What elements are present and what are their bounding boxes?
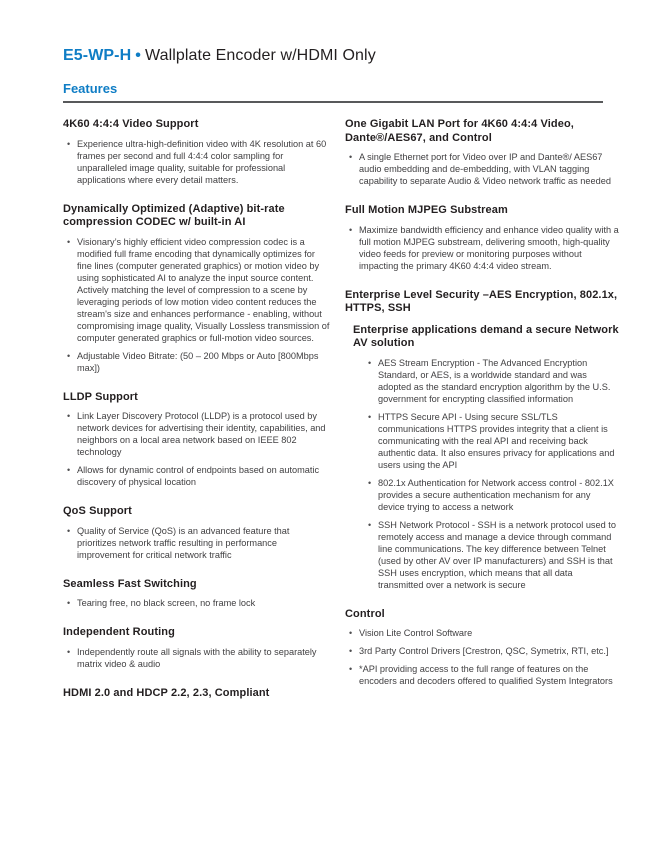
bullet-item: • Maximize bandwidth efficiency and enhance video quality with a full motion MJPEG substream, delivering smooth, high-quality video feeds for preview or monitoring purposes without impacting the primary 4K60 4:4:4 video stream. [346, 224, 619, 272]
bullet-list [365, 357, 619, 591]
model-number: E5-WP-H [63, 47, 132, 64]
bullet-item: • Allows for dynamic control of endpoints based on automatic discovery of physical location [64, 464, 330, 488]
right-column [345, 118, 619, 700]
feature-section-independent-routing [63, 626, 330, 670]
feature-section-control [345, 608, 619, 688]
section-heading: One Gigabit LAN Port for 4K60 4:4:4 Video, Dante®/AES67, and Control [345, 118, 574, 144]
bullet-list [346, 151, 619, 187]
left-column [63, 118, 330, 700]
section-heading: Full Motion MJPEG Substream [345, 204, 508, 216]
bullet-item: • Link Layer Discovery Protocol (LLDP) is a protocol used by network devices for advertising their identity, capabilities, and neighbors on a local area network based on IEEE 802 technology [64, 410, 330, 458]
bullet-list [346, 627, 619, 687]
feature-section-security [345, 289, 619, 591]
section-heading: Control [345, 607, 385, 620]
section-subheading: Enterprise applications demand a secure Network AV solution [353, 323, 619, 349]
feature-section-hdmi-hdcp [63, 687, 330, 701]
header-divider [63, 101, 603, 103]
bullet-item: • Tearing free, no black screen, no frame lock [64, 597, 330, 609]
bullet-item: • AES Stream Encryption - The Advanced Encryption Standard, or AES, is a worldwide standard and was adopted as the standard encryption algorithm by the U.S. government for encrypting classified information [365, 357, 619, 405]
section-heading: Enterprise Level Security –AES Encryption, 802.1x, HTTPS, SSH [345, 288, 618, 314]
feature-section-qos [63, 505, 330, 561]
bullet-item: • Quality of Service (QoS) is an advanced feature that prioritizes network traffic resulting in performance improvement for critical network traffic [64, 525, 330, 561]
section-heading: 4K60 4:4:4 Video Support [63, 118, 199, 130]
section-heading: Dynamically Optimized (Adaptive) bit-rate compression CODEC w/ built-in AI [63, 202, 285, 228]
feature-section-4k60 [63, 118, 330, 186]
bullet-list [64, 597, 330, 609]
section-heading: QoS Support [63, 505, 132, 517]
bullet-item: • 3rd Party Control Drivers [Crestron, QSC, Symetrix, RTI, etc.] [346, 645, 619, 657]
bullet-list [64, 646, 330, 670]
section-heading: HDMI 2.0 and HDCP 2.2, 2.3, Compliant [63, 686, 270, 699]
bullet-item: • *API providing access to the full range of features on the encoders and decoders offered to qualified System Integrators [346, 663, 619, 687]
bullet-item: • Adjustable Video Bitrate: (50 – 200 Mbps or Auto [800Mbps max]) [64, 350, 330, 374]
bullet-item: • SSH Network Protocol - SSH is a network protocol used to remotely access and manage a device through command line communications. The key difference between Telnet (used by other AV over IP manufacturers) and SSH is that SSH uses encryption, which means that all data transmitted over a network is secure [365, 519, 619, 591]
bullet-list [64, 138, 330, 186]
feature-section-codec [63, 203, 330, 374]
section-heading: Independent Routing [63, 626, 175, 638]
bullet-item: • HTTPS Secure API - Using secure SSL/TLS communications HTTPS provides integrity that a client is communicating with the real API and receiving back authentic data. It also ensures privacy for applications and users using the API [365, 411, 619, 471]
section-heading: LLDP Support [63, 390, 138, 403]
bullet-list [64, 410, 330, 488]
bullet-item: • Experience ultra-high-definition video with 4K resolution at 60 frames per second and full 4:4:4 color sampling for unparalleled image quality, suitable for professional applications where every detail matters. [64, 138, 330, 186]
bullet-list [346, 224, 619, 272]
product-name: Wallplate Encoder w/HDMI Only [144, 47, 376, 64]
bullet-item: • A single Ethernet port for Video over IP and Dante®/ AES67 audio embedding and de-embedding, with VLAN tagging capability to separate Audio & Video network traffic as needed [346, 151, 619, 187]
page-title [63, 46, 619, 66]
feature-section-mjpeg [345, 204, 619, 272]
feature-section-lan-port [345, 118, 619, 187]
bullet-item: • Independently route all signals with the ability to separately matrix video & audio [64, 646, 330, 670]
feature-section-lldp [63, 391, 330, 489]
features-section-title: Features [63, 81, 118, 96]
title-separator-dot: • [135, 47, 141, 64]
two-column-body [63, 118, 619, 700]
bullet-item: • 802.1x Authentication for Network access control - 802.1X provides a secure authentication mechanism for any device trying to access a network [365, 477, 619, 513]
bullet-list [64, 525, 330, 561]
section-heading: Seamless Fast Switching [63, 577, 197, 590]
bullet-item: • Visionary’s highly efficient video compression codec is a modified full frame encoding that dynamically optimizes for fine lines (computer generated graphics) or motion video by using sophisticated AI to analyze the input source content. Actively matching the level of compression to a scene by leveraging periods of low motion video content reduces the stream's size and enhances performance - enabling, without compromising image quality, Visually Lossless transmission of computer generated graphics or full-motion video sources. [64, 236, 330, 344]
bullet-list [64, 236, 330, 374]
feature-section-fast-switching [63, 578, 330, 610]
bullet-item: • Vision Lite Control Software [346, 627, 619, 639]
